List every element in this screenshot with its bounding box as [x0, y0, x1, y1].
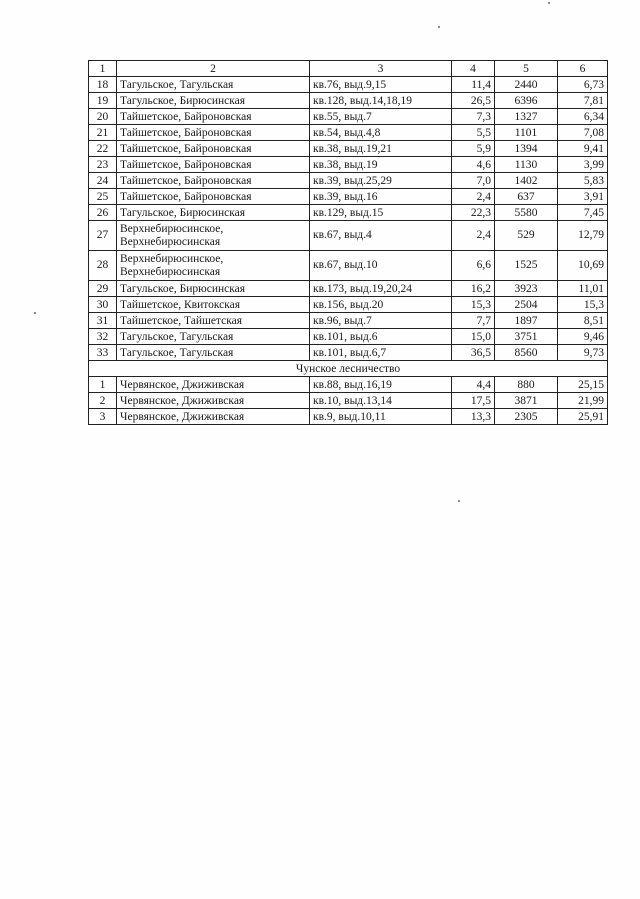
table-cell: Тагульское, Бирюсинская [117, 205, 310, 221]
table-cell: кв.38, выд.19,21 [310, 141, 452, 157]
table-cell: Червянское, Джиживская [117, 409, 310, 425]
table-cell: Тайшетское, Байроновская [117, 157, 310, 173]
header-cell: 6 [558, 61, 608, 77]
table-cell: 32 [89, 329, 117, 345]
table-cell: 3,99 [558, 157, 608, 173]
table-cell: 13,3 [452, 409, 495, 425]
scan-speck [548, 2, 550, 4]
table-cell: 36,5 [452, 345, 495, 361]
table-cell: кв.10, выд.13,14 [310, 393, 452, 409]
table-cell: 10,69 [558, 251, 608, 281]
table-cell: Червянское, Джиживская [117, 393, 310, 409]
table-cell: 9,46 [558, 329, 608, 345]
table-cell: кв.128, выд.14,18,19 [310, 93, 452, 109]
table-cell: 2 [89, 393, 117, 409]
table-cell: 15,3 [452, 297, 495, 313]
table-row [89, 93, 608, 109]
table-cell: 7,08 [558, 125, 608, 141]
table-cell: кв.67, выд.4 [310, 221, 452, 251]
table-row [89, 281, 608, 297]
table-cell: Червянское, Джиживская [117, 377, 310, 393]
table-cell: 3923 [495, 281, 558, 297]
table-cell: 1897 [495, 313, 558, 329]
table-cell: 880 [495, 377, 558, 393]
table-cell: Тайшетское, Байроновская [117, 189, 310, 205]
table-cell: 2,4 [452, 221, 495, 251]
table-row [89, 173, 608, 189]
table-cell: 29 [89, 281, 117, 297]
table-cell: 25,91 [558, 409, 608, 425]
table-cell: кв.173, выд.19,20,24 [310, 281, 452, 297]
table-cell: Тайшетское, Байроновская [117, 173, 310, 189]
header-cell: 5 [495, 61, 558, 77]
table-cell: 15,3 [558, 297, 608, 313]
table-cell: 23 [89, 157, 117, 173]
table-cell: 1525 [495, 251, 558, 281]
table-row [89, 313, 608, 329]
table-cell: кв.156, выд.20 [310, 297, 452, 313]
table-cell: 7,81 [558, 93, 608, 109]
table-cell: 1 [89, 377, 117, 393]
section-row [89, 361, 608, 377]
table-cell: 3 [89, 409, 117, 425]
table-cell: кв.88, выд.16,19 [310, 377, 452, 393]
table-cell: 2504 [495, 297, 558, 313]
table-cell: кв.76, выд.9,15 [310, 77, 452, 93]
table-row [89, 297, 608, 313]
table-row [89, 125, 608, 141]
table-cell: 7,45 [558, 205, 608, 221]
table-cell: Тагульское, Бирюсинская [117, 93, 310, 109]
table-cell: 5,83 [558, 173, 608, 189]
table-row [89, 189, 608, 205]
table-cell: Тайшетское, Байроновская [117, 109, 310, 125]
table-cell: 33 [89, 345, 117, 361]
table-cell: 4,6 [452, 157, 495, 173]
table-row [89, 393, 608, 409]
table-cell: 24 [89, 173, 117, 189]
table-cell: 1394 [495, 141, 558, 157]
table-row [89, 77, 608, 93]
table-cell: 2305 [495, 409, 558, 425]
table-cell: Тайшетское, Квитокская [117, 297, 310, 313]
table-cell: 31 [89, 313, 117, 329]
table-cell: 16,2 [452, 281, 495, 297]
table-cell: 9,41 [558, 141, 608, 157]
table-row [89, 157, 608, 173]
table-cell: 3871 [495, 393, 558, 409]
table-cell: 7,7 [452, 313, 495, 329]
table-row [89, 251, 608, 281]
table-cell: 26,5 [452, 93, 495, 109]
table-cell: 637 [495, 189, 558, 205]
table-cell: 6,73 [558, 77, 608, 93]
scan-speck [34, 312, 36, 314]
table-cell: 6,34 [558, 109, 608, 125]
table-row [89, 329, 608, 345]
header-cell: 4 [452, 61, 495, 77]
table-cell: 1402 [495, 173, 558, 189]
table-cell: 529 [495, 221, 558, 251]
table-cell: 27 [89, 221, 117, 251]
table-cell: 1101 [495, 125, 558, 141]
table-row [89, 345, 608, 361]
table-cell: 21,99 [558, 393, 608, 409]
table-cell: 11,01 [558, 281, 608, 297]
table-cell: Верхнебирюсинское, Верхнебирюсинская [117, 221, 310, 251]
table-cell: 1130 [495, 157, 558, 173]
table-cell: 15,0 [452, 329, 495, 345]
header-cell: 2 [117, 61, 310, 77]
scan-speck [458, 500, 460, 502]
table-cell: 3751 [495, 329, 558, 345]
table-row [89, 409, 608, 425]
table-cell: Тайшетское, Байроновская [117, 141, 310, 157]
table-cell: кв.67, выд.10 [310, 251, 452, 281]
table-cell: 7,0 [452, 173, 495, 189]
table-cell: 22,3 [452, 205, 495, 221]
table-cell: 21 [89, 125, 117, 141]
table-cell: 4,4 [452, 377, 495, 393]
table-cell: Тагульское, Тагульская [117, 345, 310, 361]
table-cell: 2,4 [452, 189, 495, 205]
table-header-row [89, 61, 608, 77]
table-row [89, 205, 608, 221]
table-cell: 5,9 [452, 141, 495, 157]
section-title: Чунское лесничество [89, 361, 608, 377]
header-cell: 1 [89, 61, 117, 77]
table-cell: Верхнебирюсинское, Верхнебирюсинская [117, 251, 310, 281]
table-cell: 30 [89, 297, 117, 313]
table-cell: Тайшетское, Байроновская [117, 125, 310, 141]
table-cell: 19 [89, 93, 117, 109]
table-cell: 7,3 [452, 109, 495, 125]
table-cell: кв.54, выд.4,8 [310, 125, 452, 141]
table-row [89, 377, 608, 393]
scan-speck [438, 26, 440, 28]
table-cell: 11,4 [452, 77, 495, 93]
table-cell: кв.38, выд.19 [310, 157, 452, 173]
table-cell: кв.9, выд.10,11 [310, 409, 452, 425]
table-cell: 3,91 [558, 189, 608, 205]
table-cell: Тагульское, Бирюсинская [117, 281, 310, 297]
table-cell: Тагульское, Тагульская [117, 77, 310, 93]
table-cell: 5580 [495, 205, 558, 221]
table-body [89, 61, 608, 425]
table-cell: 25,15 [558, 377, 608, 393]
table-cell: 1327 [495, 109, 558, 125]
table-cell: кв.39, выд.16 [310, 189, 452, 205]
table-cell: кв.39, выд.25,29 [310, 173, 452, 189]
table-cell: 20 [89, 109, 117, 125]
table-cell: кв.101, выд.6,7 [310, 345, 452, 361]
table-cell: 17,5 [452, 393, 495, 409]
table-cell: 5,5 [452, 125, 495, 141]
table-cell: 28 [89, 251, 117, 281]
table-cell: 25 [89, 189, 117, 205]
table-cell: 26 [89, 205, 117, 221]
table-cell: кв.55, выд.7 [310, 109, 452, 125]
table-cell: 9,73 [558, 345, 608, 361]
table-cell: 6396 [495, 93, 558, 109]
table-cell: Тайшетское, Тайшетская [117, 313, 310, 329]
table-cell: 18 [89, 77, 117, 93]
table-cell: кв.96, выд.7 [310, 313, 452, 329]
table-cell: Тагульское, Тагульская [117, 329, 310, 345]
table-cell: 22 [89, 141, 117, 157]
table-cell: 2440 [495, 77, 558, 93]
data-table [88, 60, 608, 425]
table-row [89, 141, 608, 157]
table-cell: 8560 [495, 345, 558, 361]
header-cell: 3 [310, 61, 452, 77]
table-cell: 12,79 [558, 221, 608, 251]
table-row [89, 221, 608, 251]
table-cell: 6,6 [452, 251, 495, 281]
table-row [89, 109, 608, 125]
table-cell: кв.129, выд.15 [310, 205, 452, 221]
table-cell: 8,51 [558, 313, 608, 329]
table-cell: кв.101, выд.6 [310, 329, 452, 345]
